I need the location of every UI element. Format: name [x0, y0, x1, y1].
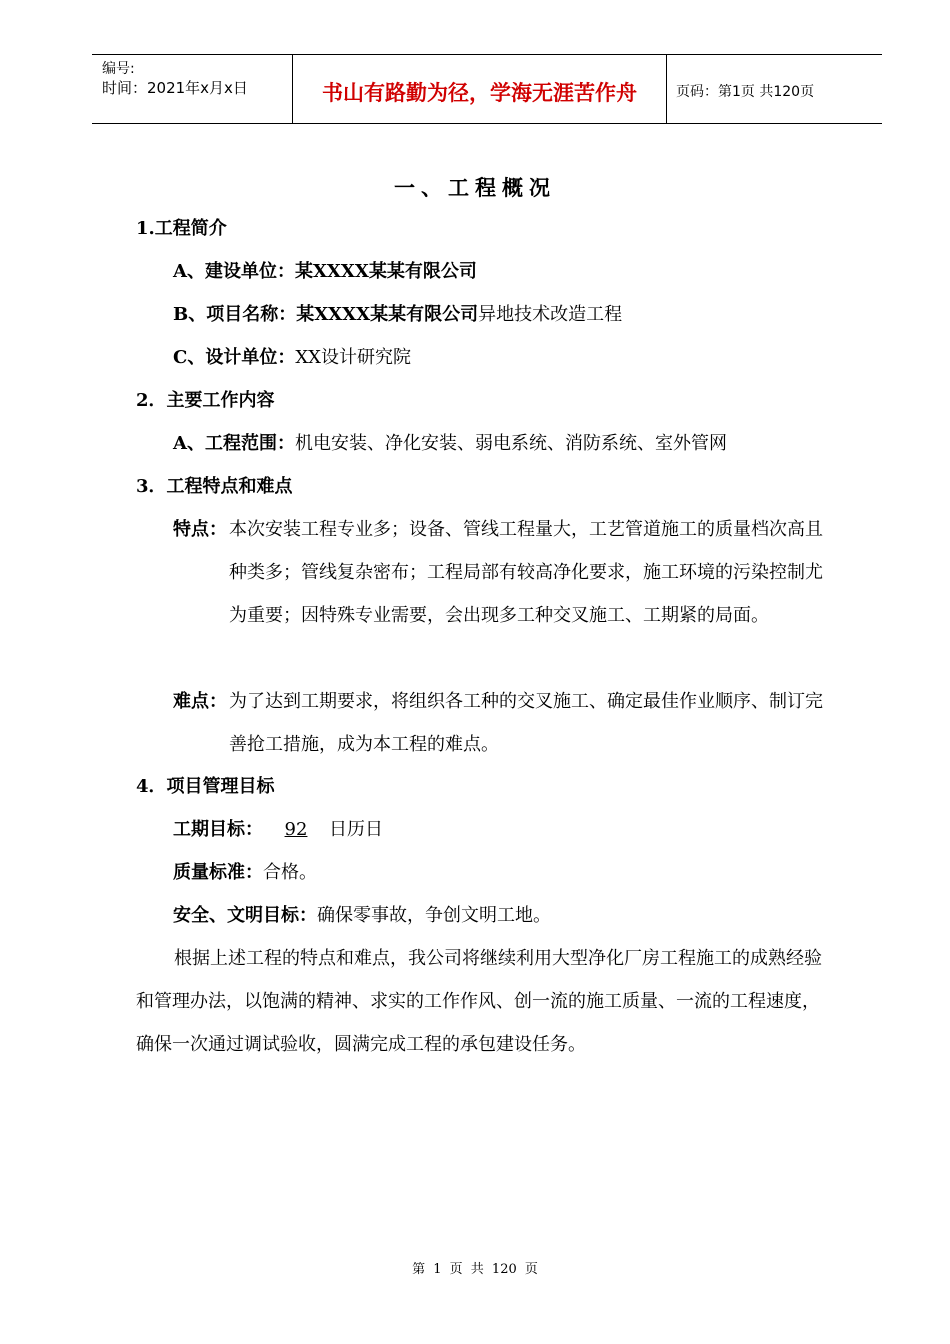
section-4-heading: 4．项目管理目标	[136, 776, 275, 797]
section-1-item-b	[173, 293, 622, 336]
section-1-item-a	[173, 250, 477, 293]
section-1-item-c	[173, 336, 411, 379]
features-text: 本次安装工程专业多；设备、管线工程量大，工艺管道施工的质量档次高且种类多；管线复杂密布；工程局部有较高净化要求，施工环境的污染控制尤为重要；因特殊专业需要，会出现多工种交叉施工、工期紧的局面。	[229, 519, 823, 626]
difficulties-text: 为了达到工期要求，将组织各工种的交叉施工、确定最佳作业顺序、制订完善抢工措施，成为本工程的难点。	[229, 691, 823, 755]
header-page-info: 页码：第1页 共120页	[676, 84, 815, 100]
design-unit-value: XX设计研究院	[295, 347, 411, 368]
quality-target	[173, 851, 317, 894]
section-3-heading: 3．工程特点和难点	[136, 476, 293, 497]
page-title: 一、工程概况	[394, 175, 556, 200]
scope-value: 机电安装、净化安装、弱电系统、消防系统、室外管网	[294, 433, 727, 454]
construction-unit-value: 某XXXX某某有限公司	[294, 261, 477, 282]
period-value: 92	[284, 819, 308, 840]
features-label: 特点：	[173, 519, 227, 540]
header-left-cell	[92, 55, 292, 123]
header-motto: 书山有路勤为径，学海无涯苦作舟	[322, 81, 637, 105]
section-2-heading: 2．主要工作内容	[136, 390, 275, 411]
closing-paragraph: 根据上述工程的特点和难点，我公司将继续利用大型净化厂房工程施工的成熟经验和管理办法，以饱满的精神、求实的工作作风、创一流的施工质量、一流的工程速度，确保一次通过调试验收，圆满完成工程的承包建设任务。	[136, 948, 822, 1055]
period-target	[173, 808, 383, 851]
project-name-bold: 某XXXX某某有限公司	[296, 304, 479, 325]
period-unit: 日历日	[329, 819, 383, 840]
page-footer: 第 1 页 共 120 页	[412, 1262, 538, 1277]
safety-target	[173, 894, 551, 937]
header-motto-cell	[292, 55, 667, 123]
construction-unit-label: A、建设单位：	[173, 261, 295, 282]
document-date: 时间：2021年x月x日	[102, 79, 248, 97]
page-header	[92, 54, 882, 124]
difficulties-label: 难点：	[173, 691, 227, 712]
design-unit-label: C、设计单位：	[173, 347, 296, 368]
section-1-heading: 1.工程简介	[136, 218, 227, 239]
quality-value: 合格。	[263, 862, 317, 883]
scope-label: A、工程范围：	[173, 433, 295, 454]
document-number-label: 编号:	[102, 61, 135, 77]
safety-value: 确保零事故，争创文明工地。	[317, 905, 551, 926]
safety-label: 安全、文明目标：	[173, 905, 317, 926]
period-label: 工期目标：	[173, 819, 263, 840]
project-name-value: 异地技术改造工程	[478, 304, 623, 325]
section-2-item-a	[173, 422, 727, 465]
project-name-label: B、项目名称：	[173, 304, 297, 325]
quality-label: 质量标准：	[173, 862, 263, 883]
header-right-cell	[666, 55, 882, 123]
